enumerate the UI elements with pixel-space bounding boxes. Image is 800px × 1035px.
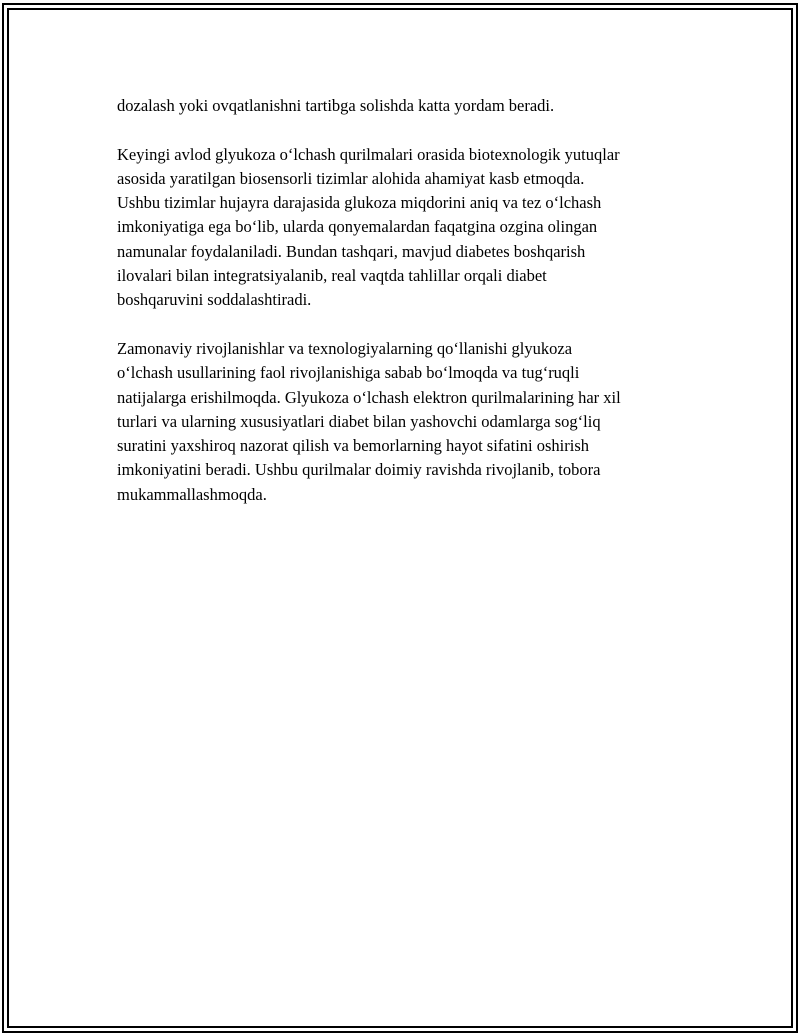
paragraph-line: suratini yaxshiroq nazorat qilish va bemorlarning hayot sifatini oshirish [117,436,589,456]
paragraph-3 [117,337,687,507]
paragraph-line: namunalar foydalaniladi. Bundan tashqari, mavjud diabetes boshqarish [117,241,586,261]
paragraph-2 [117,143,687,313]
paragraph-line: Keyingi avlod glyukoza o‘lchash qurilmalari orasida biotexnologik yutuqlar [117,144,620,164]
paragraph-1 [117,94,687,118]
paragraph-line: mukammallashmoqda. [117,484,267,504]
paragraph-line: o‘lchash usullarining faol rivojlanishiga sabab bo‘lmoqda va tug‘ruqli [117,363,580,383]
paragraph-line: imkoniyatini beradi. Ushbu qurilmalar doimiy ravishda rivojlanib, tobora [117,460,601,480]
paragraph-line: ilovalari bilan integratsiyalanib, real vaqtda tahlillar orqali diabet [117,266,547,286]
paragraph-line: asosida yaratilgan biosensorli tizimlar alohida ahamiyat kasb etmoqda. [117,168,585,188]
paragraph-line: dozalash yoki ovqatlanishni tartibga solishda katta yordam beradi. [117,96,555,115]
paragraph-line: Zamonaviy rivojlanishlar va texnologiyalarning qo‘llanishi glyukoza [117,338,573,358]
paragraph-line: turlari va ularning xususiyatlari diabet bilan yashovchi odamlarga sog‘liq [117,411,601,431]
document-body [117,94,687,531]
paragraph-line: Ushbu tizimlar hujayra darajasida glukoza miqdorini aniq va tez o‘lchash [117,193,602,213]
paragraph-line: imkoniyatiga ega bo‘lib, ularda qonyemalardan faqatgina ozgina olingan [117,217,598,237]
paragraph-line: natijalarga erishilmoqda. Glyukoza o‘lchash elektron qurilmalarining har xil [117,387,621,407]
paragraph-line: boshqaruvini soddalashtiradi. [117,290,312,310]
